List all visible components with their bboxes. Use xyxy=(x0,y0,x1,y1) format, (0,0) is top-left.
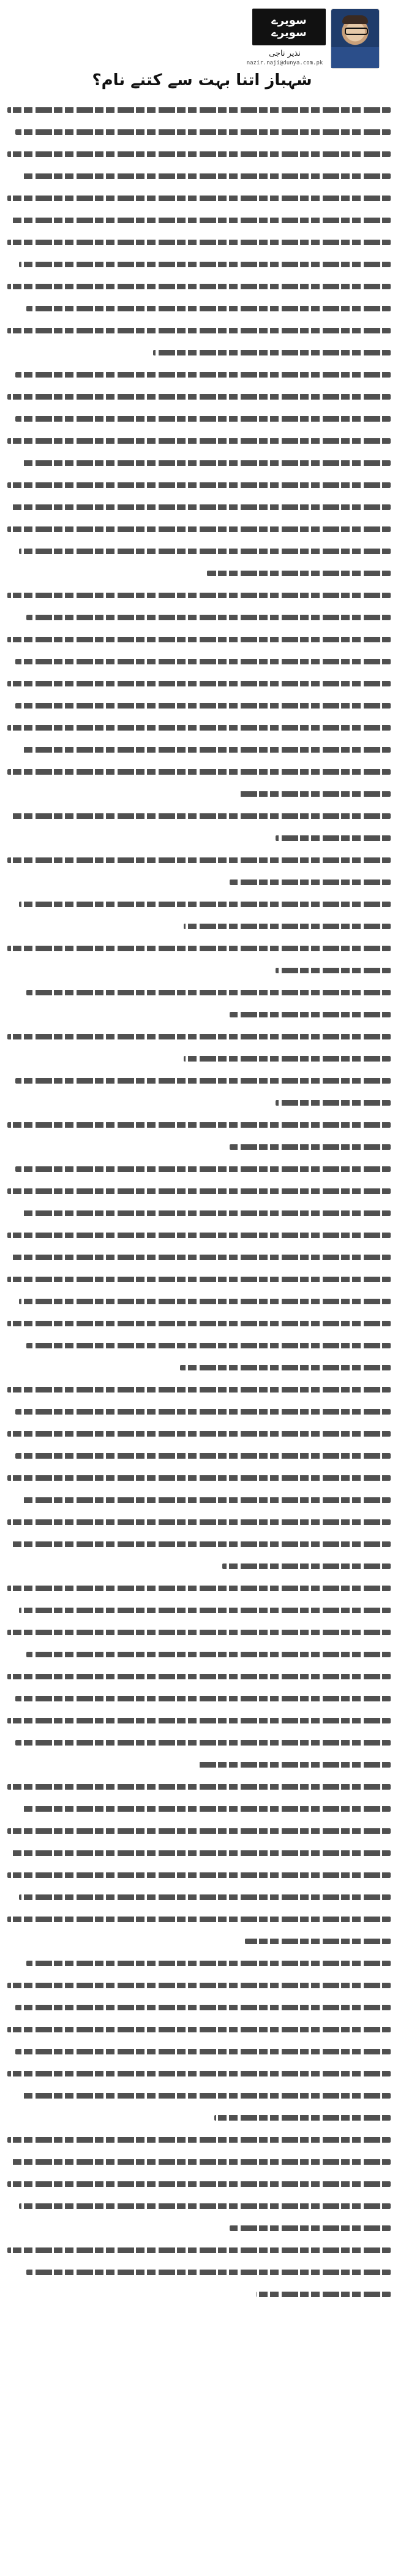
promise-item xyxy=(7,937,391,959)
author-hair xyxy=(342,15,368,24)
body-paragraph xyxy=(7,650,391,672)
body-paragraph xyxy=(7,2084,391,2106)
body-paragraph xyxy=(7,1334,391,1356)
body-paragraph xyxy=(7,2238,391,2260)
body-paragraph xyxy=(7,672,391,694)
body-paragraph xyxy=(7,1532,391,1554)
body-paragraph xyxy=(7,341,391,363)
body-paragraph xyxy=(7,1907,391,1929)
body-paragraph xyxy=(7,1797,391,1819)
body-paragraph xyxy=(7,2216,391,2238)
article-headline: شہباز اتنا بہت سے کتنے نام؟ xyxy=(92,71,312,89)
body-paragraph xyxy=(7,1554,391,1576)
body-paragraph xyxy=(7,473,391,495)
body-paragraph xyxy=(7,230,391,253)
body-paragraph xyxy=(7,2150,391,2172)
body-paragraph xyxy=(7,2172,391,2194)
promise-item xyxy=(7,1091,391,1113)
body-paragraph xyxy=(7,495,391,517)
promise-item xyxy=(7,981,391,1003)
body-paragraph xyxy=(7,760,391,782)
body-paragraph xyxy=(7,1598,391,1620)
promise-item xyxy=(7,914,391,937)
body-paragraph xyxy=(7,2018,391,2040)
body-paragraph xyxy=(7,1157,391,1179)
column-logo xyxy=(252,9,326,45)
body-paragraph xyxy=(7,1223,391,1245)
body-paragraph xyxy=(7,1422,391,1444)
author-glasses xyxy=(345,28,368,35)
body-paragraph xyxy=(7,1841,391,1863)
body-paragraph xyxy=(7,2282,391,2304)
body-paragraph xyxy=(7,561,391,583)
body-paragraph xyxy=(7,1576,391,1598)
body-paragraph xyxy=(7,1400,391,1422)
article-body xyxy=(7,98,391,2304)
body-paragraph xyxy=(7,716,391,738)
body-paragraph xyxy=(7,2128,391,2150)
promise-item xyxy=(7,1113,391,1135)
body-paragraph xyxy=(7,1201,391,1223)
body-paragraph xyxy=(7,142,391,164)
body-paragraph xyxy=(7,1885,391,1907)
column-header xyxy=(0,0,398,92)
body-paragraph xyxy=(7,1245,391,1267)
promise-item xyxy=(7,1069,391,1091)
body-paragraph xyxy=(7,1687,391,1709)
promise-item xyxy=(7,826,391,848)
body-paragraph xyxy=(7,2260,391,2282)
body-paragraph xyxy=(7,1709,391,1731)
author-photo xyxy=(331,9,380,69)
body-paragraph xyxy=(7,385,391,407)
body-paragraph xyxy=(7,1665,391,1687)
promise-item xyxy=(7,1047,391,1069)
body-paragraph xyxy=(7,1974,391,1996)
column-logo-line2: سویرے xyxy=(271,26,307,39)
body-paragraph xyxy=(7,1951,391,1974)
body-paragraph xyxy=(7,407,391,429)
body-paragraph xyxy=(7,120,391,142)
body-paragraph xyxy=(7,186,391,208)
body-paragraph xyxy=(7,1179,391,1201)
author-email[interactable]: nazir.naji@dunya.com.pk xyxy=(246,60,323,66)
body-paragraph xyxy=(7,275,391,297)
body-paragraph xyxy=(7,297,391,319)
body-paragraph xyxy=(7,1819,391,1841)
promise-item xyxy=(7,959,391,981)
body-paragraph xyxy=(7,2062,391,2084)
body-paragraph xyxy=(7,1267,391,1290)
body-paragraph xyxy=(7,1731,391,1753)
body-paragraph xyxy=(7,1312,391,1334)
body-paragraph xyxy=(7,1996,391,2018)
body-paragraph xyxy=(7,1356,391,1378)
body-paragraph xyxy=(7,1775,391,1797)
body-paragraph xyxy=(7,253,391,275)
body-paragraph xyxy=(7,2040,391,2062)
body-paragraph xyxy=(7,2106,391,2128)
author-name: نذیر ناجی xyxy=(269,49,301,58)
promise-item xyxy=(7,870,391,892)
body-paragraph xyxy=(7,1466,391,1488)
body-paragraph xyxy=(7,606,391,628)
promise-item xyxy=(7,804,391,826)
body-paragraph xyxy=(7,1643,391,1665)
body-paragraph xyxy=(7,1753,391,1775)
body-paragraph xyxy=(7,1488,391,1510)
body-paragraph xyxy=(7,98,391,120)
body-paragraph xyxy=(7,1378,391,1400)
body-paragraph xyxy=(7,451,391,473)
author-shirt xyxy=(331,47,379,68)
body-paragraph xyxy=(7,738,391,760)
promise-item xyxy=(7,1003,391,1025)
body-paragraph xyxy=(7,628,391,650)
body-paragraph xyxy=(7,1929,391,1951)
body-paragraph xyxy=(7,208,391,230)
body-paragraph xyxy=(7,694,391,716)
body-paragraph xyxy=(7,1444,391,1466)
body-paragraph xyxy=(7,539,391,561)
body-paragraph xyxy=(7,1863,391,1885)
body-paragraph xyxy=(7,164,391,186)
body-paragraph xyxy=(7,583,391,606)
body-paragraph xyxy=(7,782,391,804)
body-paragraph xyxy=(7,517,391,539)
promise-item xyxy=(7,1135,391,1157)
promise-item xyxy=(7,848,391,870)
promise-item xyxy=(7,1025,391,1047)
column-logo-line1: سویرے xyxy=(271,14,307,28)
body-paragraph xyxy=(7,319,391,341)
body-paragraph xyxy=(7,363,391,385)
promise-item xyxy=(7,892,391,914)
body-paragraph xyxy=(7,1290,391,1312)
body-paragraph xyxy=(7,2194,391,2216)
body-paragraph xyxy=(7,1510,391,1532)
body-paragraph xyxy=(7,1620,391,1643)
body-paragraph xyxy=(7,429,391,451)
